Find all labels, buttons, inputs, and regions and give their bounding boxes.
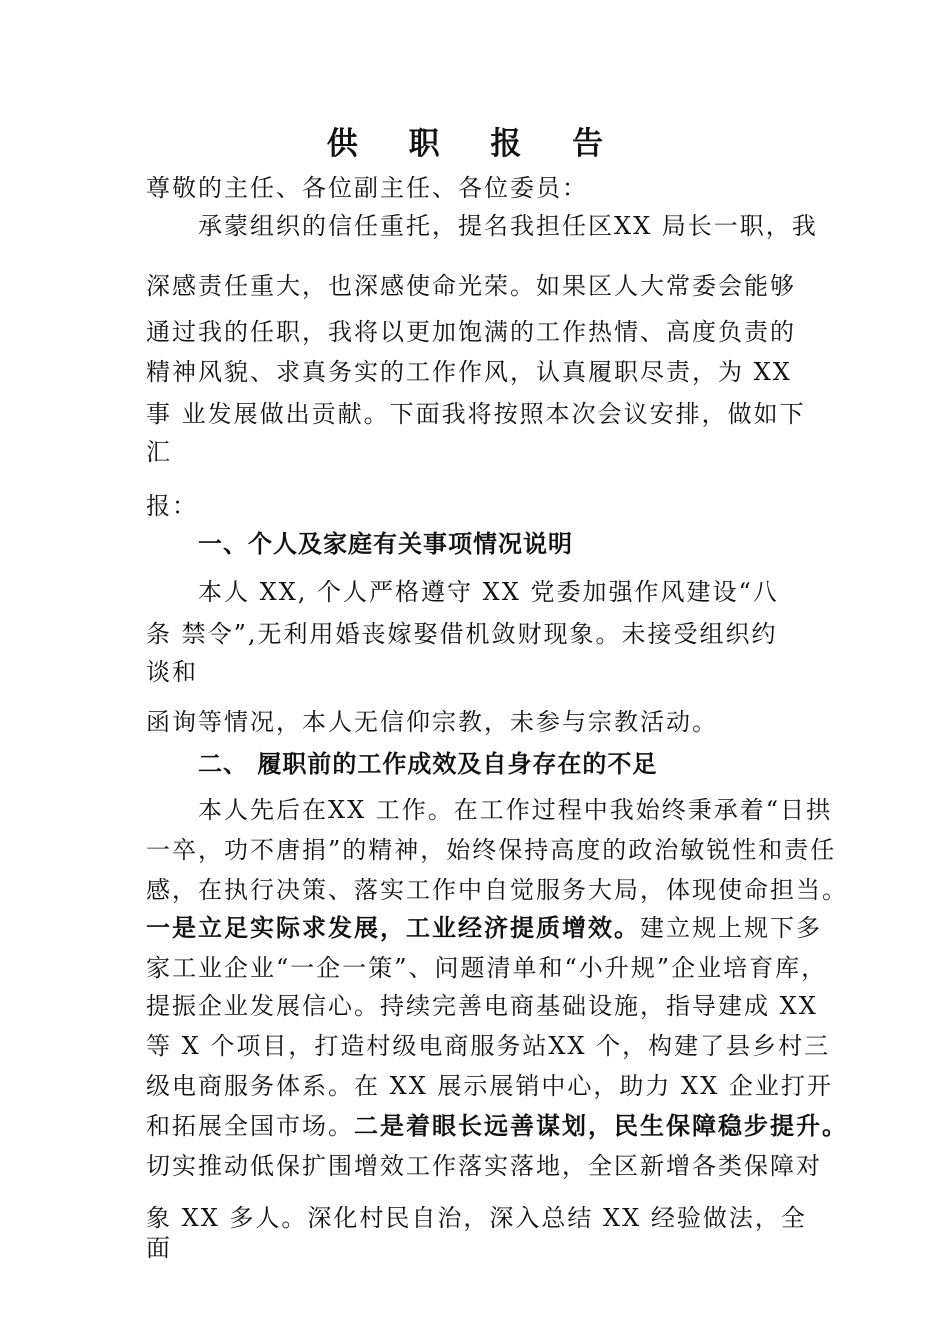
section-2-line-11: 象 XX 多人。深化村民自治，深入总结 XX 经验做法，全	[146, 1204, 807, 1232]
section-2-line-7: 等 X 个项目，打造村级电商服务站XX 个，构建了县乡村三	[146, 1032, 831, 1060]
line-9-text: 和拓展全国市场。	[146, 1112, 354, 1140]
section-2-line-3: 感，在执行决策、落实工作中自觉服务大局，体现使命担当。	[146, 876, 848, 904]
section-1-line-1: 本人 XX, 个人严格遵守 XX 党委加强作风建设“八	[198, 578, 779, 606]
section-1-line-2: 条 禁令”,无利用婚丧嫁娶借机敛财现象。未接受组织约	[146, 620, 778, 648]
section-1-line-3: 谈和	[146, 658, 198, 686]
intro-line-6: 汇	[146, 438, 172, 466]
section-1-line-4: 函询等情况，本人无信仰宗教，未参与宗教活动。	[146, 708, 718, 736]
intro-line-3: 通过我的任职，我将以更加饱满的工作热情、高度负责的	[146, 318, 796, 346]
intro-line-5: 事 业发展做出贡献。下面我将按照本次会议安排，做如下	[146, 400, 806, 428]
intro-line-7: 报：	[146, 492, 198, 520]
intro-line-1: 承蒙组织的信任重托，提名我担任区XX 局长一职，我	[198, 212, 818, 240]
intro-line-2: 深感责任重大，也深感使命光荣。如果区人大常委会能够	[146, 272, 796, 300]
section-2-line-1: 本人先后在XX 工作。在工作过程中我始终秉承着“日拱	[198, 796, 833, 824]
point-one-lead: 一是立足实际求发展，工业经济提质增效。	[146, 914, 640, 942]
intro-line-4: 精神风貌、求真务实的工作作风，认真履职尽责，为 XX	[146, 358, 792, 386]
section-2-heading: 二、 履职前的工作成效及自身存在的不足	[198, 750, 658, 778]
section-2-line-12: 面	[146, 1234, 172, 1262]
section-2-line-9	[146, 1110, 848, 1142]
point-one-text: 建立规上规下多	[640, 914, 822, 942]
section-2-line-6: 提振企业发展信心。持续完善电商基础设施，指导建成 XX	[146, 992, 818, 1020]
salutation: 尊敬的主任、各位副主任、各位委员：	[146, 174, 588, 202]
section-2-line-4	[146, 912, 822, 944]
section-2-line-10: 切实推动低保扩围增效工作落实落地，全区新增各类保障对	[146, 1152, 822, 1180]
section-2-line-8: 级电商服务体系。在 XX 展示展销中心，助力 XX 企业打开	[146, 1072, 833, 1100]
section-2-line-5: 家工业企业“一企一策”、问题清单和“小升规”企业培育库，	[146, 954, 828, 982]
section-2-line-2: 一卒，功不唐捐”的精神，始终保持高度的政治敏锐性和责任	[146, 836, 837, 864]
point-two-lead: 二是着眼长远善谋划，民生保障稳步提升。	[354, 1112, 848, 1140]
section-1-heading: 一、个人及家庭有关事项情况说明	[198, 530, 573, 558]
document-title: 供 职 报 告	[326, 126, 624, 162]
